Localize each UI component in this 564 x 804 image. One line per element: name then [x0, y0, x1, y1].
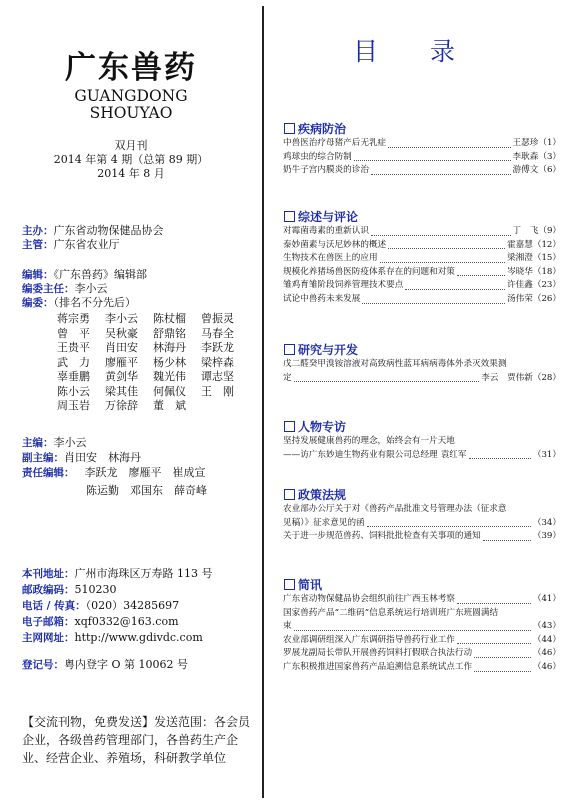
distribution-note: 【交流刊物，免费发送】发送范围：各会员企业，各级兽药管理部门，各兽药生产企业、经营企业、养殖场，科研教学单位 — [22, 715, 251, 765]
sponsor-label: 主办： — [22, 225, 54, 237]
issue-number: 2014 年第 4 期（总第 89 期） — [53, 153, 209, 166]
section-title: 人物专访 — [298, 420, 347, 434]
table-of-contents — [270, 0, 560, 804]
magazine-title: 广东兽药 — [65, 50, 197, 86]
committee-member: 魏光伟 — [153, 370, 186, 383]
entry-author: 霍嘉慧 — [507, 239, 533, 250]
committee-member: 马春全 — [201, 326, 234, 340]
leader-dots — [474, 661, 531, 672]
address-row — [22, 566, 213, 582]
toc-entry[interactable] — [283, 293, 561, 307]
toc-title: 目 录 — [353, 37, 477, 66]
committee-row — [22, 296, 136, 310]
resp-editor-line2: 陈运勤 邓国东 薛奇峰 — [86, 484, 207, 497]
committee-member: 林海丹 — [153, 341, 186, 354]
committee-member: 李小云 — [105, 312, 138, 325]
leader-dots — [405, 279, 505, 290]
section-title: 研究与开发 — [298, 343, 359, 357]
toc-entry[interactable] — [283, 449, 561, 463]
committee-member: 吴秋豪 — [105, 326, 138, 340]
entry-title: 罗展龙副局长带队开展兽药饲料打假联合执法行动 — [283, 648, 473, 659]
entry-author: 李耿森 — [512, 151, 539, 162]
section-heading — [284, 418, 346, 435]
website-link[interactable]: http://www.gdivdc.com — [74, 631, 203, 644]
cover-column — [0, 0, 262, 804]
editor: 《广东兽药》编辑部 — [53, 268, 147, 281]
committee-chair-row — [22, 282, 108, 296]
leader-dots — [362, 293, 505, 304]
section-heading — [284, 120, 346, 137]
entry-page: （46） — [532, 648, 561, 659]
entry-page: （6） — [538, 165, 561, 176]
entry-page: （9） — [538, 226, 561, 236]
entry-page: （39） — [532, 531, 561, 542]
committee-member: 杨少林 — [153, 355, 186, 369]
entry-page: （26） — [532, 293, 561, 304]
email-label: 电子邮箱： — [22, 616, 75, 628]
phone-row — [22, 598, 179, 614]
entry-title: 对霉菌毒素的重新认识 — [283, 226, 369, 236]
address-label: 本刊地址： — [22, 568, 75, 580]
chief-editor: 李小云 — [53, 436, 87, 449]
section-items — [283, 358, 561, 385]
committee-member: 廖雁平 — [105, 355, 138, 369]
committee-note: （排名不分先后） — [53, 296, 136, 309]
toc-entry[interactable] — [283, 517, 561, 531]
section-heading — [284, 486, 346, 503]
committee-member: 王 刚 — [201, 384, 234, 398]
entry-page: （12） — [532, 239, 561, 250]
leader-dots — [371, 225, 511, 236]
checkbox-square-icon — [284, 489, 295, 500]
committee-member: 陈小云 — [57, 384, 90, 398]
entry-author: 袁红军 — [440, 449, 467, 460]
entry-title: 鸡球虫的综合防制 — [283, 151, 352, 162]
entry-title: 奶牛子宫内膜炎的诊治 — [283, 165, 369, 176]
registration-label: 登记号： — [22, 659, 64, 671]
committee-member: 辜垂鹏 — [57, 370, 90, 383]
entry-page: （1） — [538, 138, 561, 148]
section-title: 综述与评论 — [298, 210, 359, 224]
leader-dots — [367, 517, 531, 528]
checkbox-square-icon — [284, 123, 295, 134]
section-title: 政策法规 — [298, 488, 347, 502]
section-heading — [284, 208, 358, 225]
entry-author: 游傅文 — [512, 165, 539, 176]
email-link[interactable]: xqf0332@163.com — [74, 615, 179, 628]
registration-number: 粤内登字 O 第 10062 号 — [64, 658, 188, 671]
entry-title-line1[interactable]: 戊二醛癸甲溴铵溶液对高致病性蓝耳病病毒体外杀灭效果测 — [283, 359, 507, 369]
toc-entry[interactable] — [283, 620, 561, 634]
entry-title: 雏鸡育雏阶段饲养管理技术要点 — [283, 280, 404, 291]
entry-title: 规模化养猪场兽医防疫体系存在的问题和对策 — [283, 266, 455, 277]
entry-page: （28） — [532, 372, 561, 383]
checkbox-square-icon — [284, 344, 295, 355]
entry-title: 生物技术在兽医上的应用 — [283, 253, 378, 264]
leader-dots — [371, 164, 511, 175]
column-divider — [262, 6, 264, 798]
committee-member: 武 力 — [57, 355, 90, 369]
entry-subtitle: ——访广东妙迪生物药业有限公司总经理 — [283, 449, 438, 460]
email-row — [22, 614, 179, 630]
entry-title: 中兽医治疗母猪产后无乳症 — [283, 138, 387, 148]
section-items — [283, 593, 561, 675]
committee-member: 曾振灵 — [201, 312, 234, 325]
toc-entry[interactable] — [283, 252, 561, 266]
entry-page: （18） — [532, 266, 561, 277]
address: 广州市海珠区万寿路 113 号 — [74, 567, 213, 580]
leader-dots — [483, 530, 531, 541]
entry-title-line1[interactable]: 国家兽药产品“二维码”信息系统运行培训班广东班圆满结 — [283, 607, 499, 618]
phone-label: 电话 / 传真： — [22, 600, 86, 612]
toc-entry[interactable] — [283, 661, 561, 675]
editor-row — [22, 268, 147, 282]
website-label: 主网网址： — [22, 632, 75, 644]
section-heading — [284, 576, 322, 593]
toc-entry[interactable] — [283, 239, 561, 253]
committee-member: 黄剑华 — [105, 370, 138, 383]
section-items — [283, 435, 561, 462]
committee-member: 何佩仪 — [153, 384, 186, 398]
committee-row-3 — [57, 341, 249, 356]
toc-entry[interactable] — [283, 634, 561, 648]
entry-author: 岑晓华 — [507, 266, 533, 277]
section-title: 疾病防治 — [298, 122, 347, 136]
committee-row-4 — [57, 356, 249, 371]
toc-entry[interactable] — [283, 372, 561, 386]
committee-list — [57, 312, 249, 414]
chief-editor-row — [22, 436, 87, 450]
section-title: 简讯 — [298, 578, 323, 592]
entry-page: （44） — [532, 634, 561, 645]
committee-member: 董 斌 — [153, 399, 186, 412]
deputy-editor-row — [22, 451, 141, 465]
toc-entry[interactable] — [283, 647, 561, 661]
sponsor-row — [22, 224, 164, 238]
section-items — [283, 137, 561, 178]
supervisor: 广东省农业厅 — [53, 238, 120, 251]
committee-member: 梁其佳 — [105, 384, 138, 398]
committee-member: 曾 平 — [57, 326, 90, 340]
entry-author: 丁 飞 — [512, 226, 539, 236]
toc-entry[interactable] — [283, 266, 561, 280]
supervisor-row — [22, 238, 120, 252]
frequency: 双月刊 — [114, 139, 148, 152]
entry-author: 王瑟珍 — [512, 138, 539, 148]
leader-dots — [457, 634, 531, 645]
checkbox-square-icon — [284, 579, 295, 590]
toc-entry[interactable] — [283, 530, 561, 544]
leader-dots — [457, 266, 505, 277]
leader-dots — [294, 620, 531, 631]
postcode-row — [22, 582, 117, 598]
sponsor: 广东省动物保健品协会 — [53, 224, 164, 237]
leader-dots — [474, 647, 531, 658]
entry-title-line1[interactable]: 坚持发展健康兽药的理念，始终会有一片天地 — [283, 436, 455, 446]
section-items — [283, 503, 561, 544]
entry-title: 定 — [283, 372, 292, 383]
leader-dots — [469, 449, 531, 460]
leader-dots — [388, 137, 510, 148]
committee-chair-label: 编委主任： — [22, 283, 75, 295]
leader-dots — [457, 593, 531, 604]
section-heading — [284, 341, 358, 358]
toc-entry[interactable] — [283, 225, 561, 239]
committee-member: 梁梓森 — [201, 355, 234, 369]
leader-dots — [294, 372, 480, 383]
entry-title: 广东积极推进国家兽药产品追溯信息系统试点工作 — [283, 661, 473, 672]
committee-label: 编委： — [22, 297, 54, 309]
entry-author: 许佳鑫 — [507, 280, 533, 291]
committee-member: 陈杖榴 — [153, 312, 186, 325]
entry-title: 试论中兽药未来发展 — [283, 293, 361, 304]
editor-label: 编辑： — [22, 269, 54, 281]
toc-entry[interactable] — [283, 279, 561, 293]
committee-member: 肖田安 — [105, 341, 138, 354]
entry-title-line1[interactable]: 农业部办公厅关于对《兽药产品批准文号管理办法（征求意 — [283, 504, 507, 514]
entry-page: （46） — [532, 661, 561, 672]
entry-title: 关于进一步规范兽药、饲料批批检查有关事项的通知 — [283, 531, 481, 542]
phone: （020）34285697 — [85, 599, 180, 612]
toc-entry[interactable] — [283, 137, 561, 151]
committee-member: 周玉岩 — [57, 399, 90, 412]
registration-row — [22, 657, 188, 673]
committee-row-2 — [57, 327, 249, 342]
committee-member: 蒋宗勇 — [57, 312, 90, 325]
magazine-pinyin-line1: GUANGDONG — [74, 87, 188, 105]
entry-author: 汤伟荣 — [507, 293, 533, 304]
toc-entry[interactable] — [283, 593, 561, 607]
supervisor-label: 主管： — [22, 239, 54, 251]
leader-dots — [380, 252, 506, 263]
committee-member: 谭志坚 — [201, 370, 234, 383]
magazine-pinyin-line2: SHOUYAO — [89, 104, 173, 122]
entry-page: （15） — [532, 253, 561, 264]
deputy-editor-label: 副主编： — [22, 452, 64, 464]
entry-page: （31） — [532, 449, 561, 460]
entry-page: （34） — [532, 517, 561, 528]
committee-member: 舒鼎铭 — [153, 326, 186, 340]
committee-member: 王贵平 — [57, 341, 90, 354]
leader-dots — [388, 239, 505, 250]
issue-date: 2014 年 8 月 — [97, 167, 165, 180]
committee-row-7 — [57, 399, 249, 414]
committee-chair: 李小云 — [74, 282, 108, 295]
entry-title: 束 — [283, 621, 292, 632]
entry-page: （3） — [538, 151, 561, 162]
chief-editor-label: 主编： — [22, 437, 54, 449]
leader-dots — [354, 151, 511, 162]
resp-editor-line1: 李跃龙 廖雁平 崔成宣 — [84, 466, 206, 479]
resp-editor-row — [22, 466, 206, 480]
committee-row-6 — [57, 385, 249, 400]
website-row — [22, 630, 203, 646]
committee-row-5 — [57, 370, 249, 385]
entry-page: （23） — [532, 280, 561, 291]
committee-member: 万徐辞 — [105, 399, 138, 412]
deputy-editor: 肖田安 林海丹 — [64, 451, 141, 464]
committee-row-1 — [57, 312, 249, 327]
entry-author: 梁湘澄 — [507, 253, 533, 264]
section-items — [283, 225, 561, 307]
postcode-label: 邮政编码： — [22, 584, 75, 596]
entry-title: 农业部调研组深入广东调研指导兽药行业工作 — [283, 634, 455, 645]
toc-entry[interactable] — [283, 151, 561, 165]
entry-page: （43） — [532, 621, 561, 632]
entry-author: 李云 贾伟新 — [481, 372, 533, 383]
entry-page: （41） — [532, 594, 561, 604]
postcode: 510230 — [74, 583, 117, 596]
entry-title: 广东省动物保健品协会组织前往广西玉林考察 — [283, 594, 455, 604]
entry-title: 泰妙菌素与沃尼妙林的概述 — [283, 239, 387, 250]
committee-member: 李跃龙 — [201, 341, 234, 354]
toc-entry[interactable] — [283, 164, 561, 178]
resp-editor-label: 责任编辑： — [22, 467, 75, 479]
checkbox-square-icon — [284, 421, 295, 432]
entry-title: 见稿）》征求意见的函 — [283, 517, 365, 528]
checkbox-square-icon — [284, 211, 295, 222]
